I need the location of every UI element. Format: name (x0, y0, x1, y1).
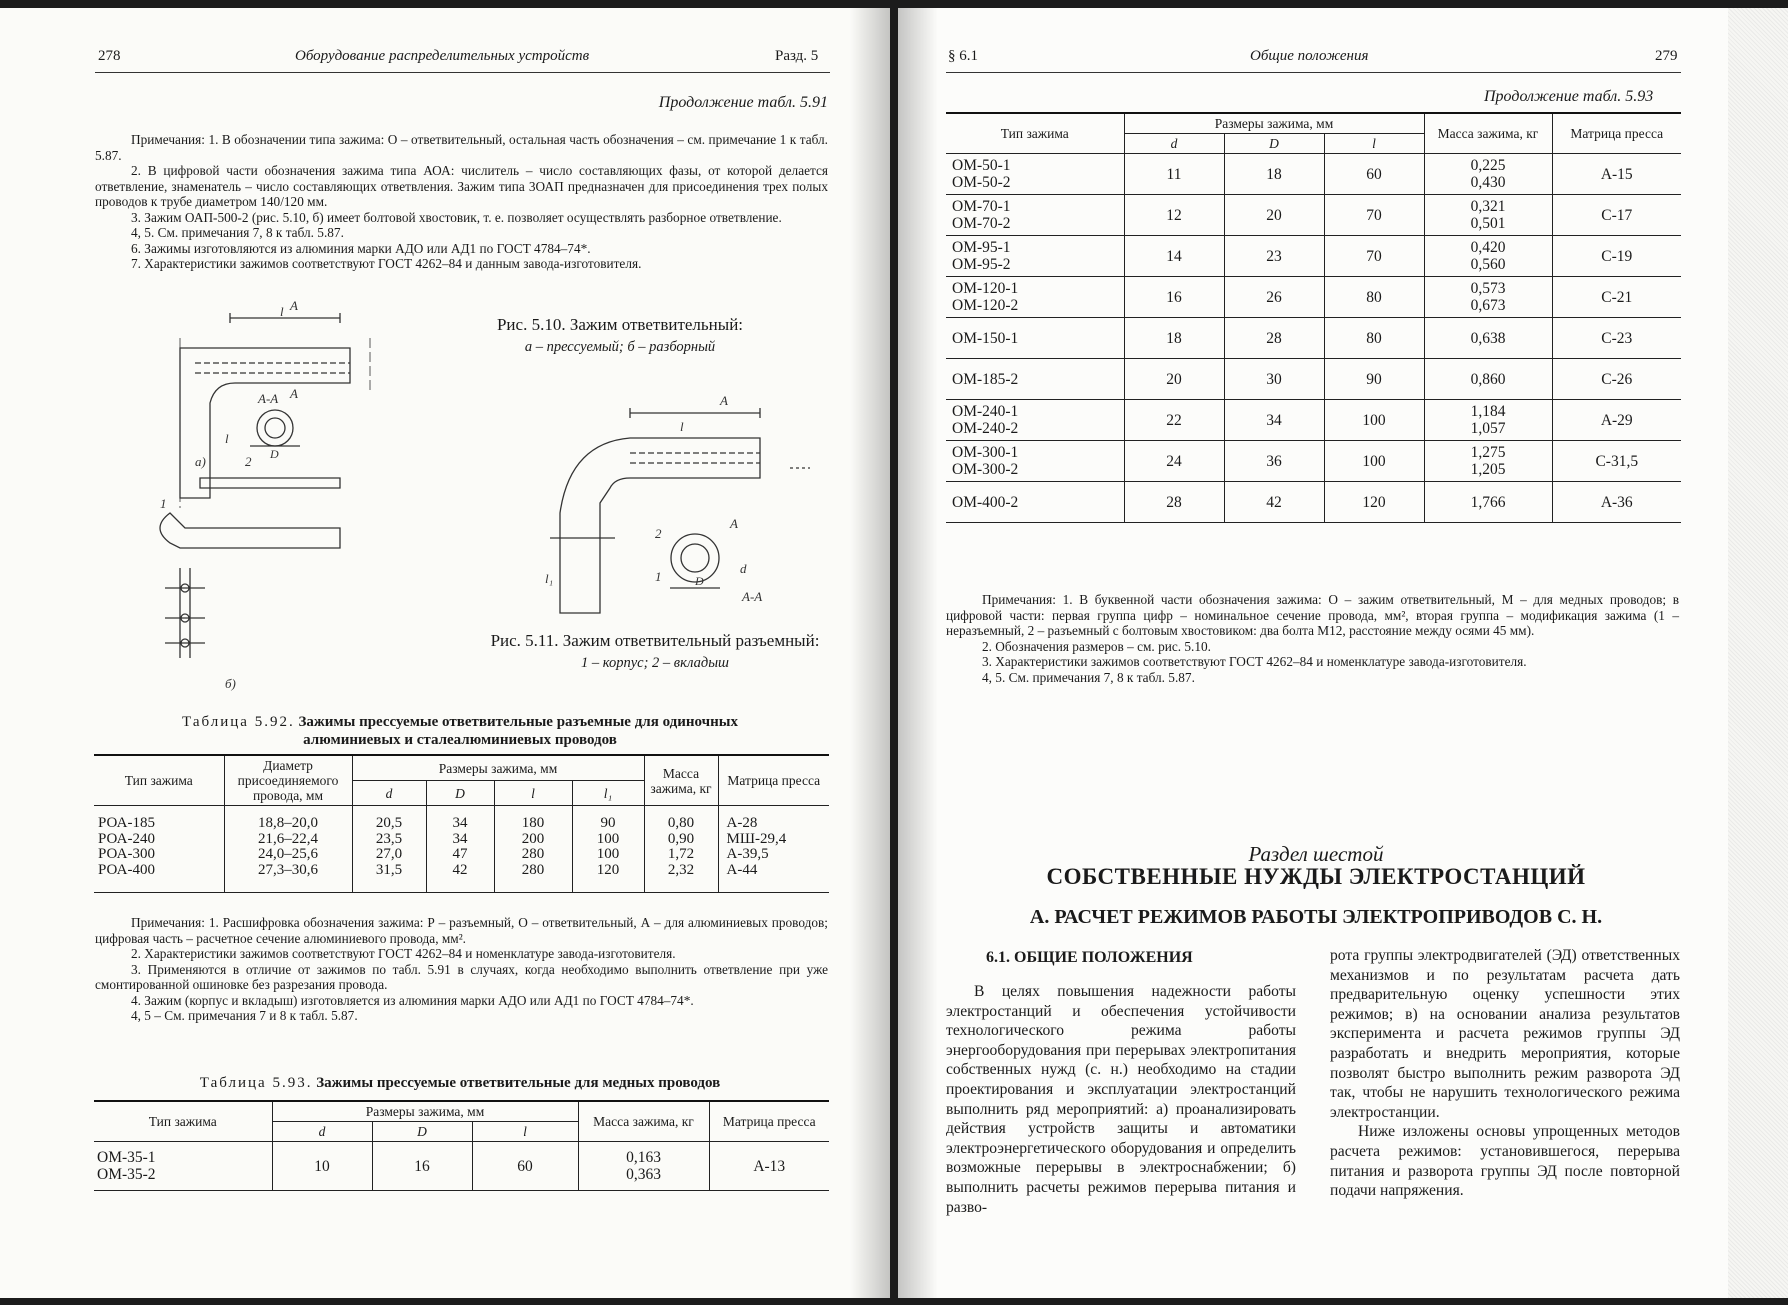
table-592-title (140, 713, 780, 749)
table-heading: Зажимы прессуемые ответвительные разъемные для одиночных алюминиевых и сталеалюминиевых проводов (298, 714, 738, 748)
cell-type: ОМ-50-1 ОМ-50-2 (946, 154, 1124, 195)
column-header: d (272, 1122, 372, 1142)
figure-label: l (225, 431, 229, 446)
cell-D: 30 (1224, 359, 1324, 400)
cell-mass: 0,321 0,501 (1424, 195, 1552, 236)
running-header (0, 48, 890, 70)
column-header: l₁ (572, 781, 644, 806)
figure-label: l (680, 419, 684, 434)
running-title: Оборудование распределительных устройств (295, 48, 590, 64)
cell-d: 14 (1124, 236, 1224, 277)
table-number: Таблица 5.93. (199, 1075, 313, 1091)
column-header: Масса зажима, кг (1424, 113, 1552, 154)
figure-label: А (290, 298, 298, 313)
cell-d: 16 (1124, 277, 1224, 318)
column-header: d (352, 781, 426, 806)
figure-label: 1 (160, 496, 167, 511)
table-row (946, 154, 1681, 195)
column-header: l (472, 1122, 578, 1142)
column-header: Масса зажима, кг (644, 755, 718, 806)
cell-mass: 0,80 0,90 1,72 2,32 (644, 806, 718, 893)
note-line: 4. Зажим (корпус и вкладыш) изготовляется из алюминия марки АДО или АД1 по ГОСТ 4784–74*. (131, 992, 694, 1008)
table-number: Таблица 5.92. (182, 714, 295, 730)
figure-label: 2 (245, 454, 252, 469)
running-title: Общие положения (1250, 48, 1369, 64)
figure-label: А (290, 386, 298, 401)
cell-matrix: С-26 (1552, 359, 1681, 400)
paragraph: Ниже изложены основы упрощенных методов расчета режимов: установившегося, перерыва питания и разворота группы ЭД после повторной подачи напряжения. (1330, 1123, 1680, 1200)
table-heading: Зажимы прессуемые ответвительные для медных проводов (316, 1075, 721, 1091)
cell-l: 180 200 280 280 (494, 806, 572, 893)
column-header: D (426, 781, 494, 806)
cell-matrix: А-13 (709, 1142, 829, 1191)
cell-matrix: С-17 (1552, 195, 1681, 236)
cell-type: ОМ-35-1 ОМ-35-2 (94, 1142, 272, 1191)
section-label: Разд. 5 (775, 48, 819, 64)
table-body (946, 154, 1681, 523)
note-line: 2. Обозначения размеров – см. рис. 5.10. (982, 638, 1211, 654)
caption-title: Рис. 5.10. Зажим ответвительный: (496, 315, 744, 334)
table-593-part-1 (94, 1100, 829, 1191)
note-line: 2. В цифровой части обозначения зажима типа АОА: числитель – число составляющих фазы, от которой делается ответвление, знаменатель – число составляющих ответвления. Зажим типа 3ОАП предназначен для присоединения трех полых проводов к трубе диаметром 140/120 мм. (95, 163, 828, 209)
cell-l: 60 (472, 1142, 578, 1191)
cell-d: 24 (1124, 441, 1224, 482)
cell-l: 70 (1324, 195, 1424, 236)
page-number: 278 (98, 48, 121, 64)
note-line: Примечания: 1. В буквенной части обозначения зажима: О – зажим ответвительный, М – для медных проводов; в цифровой части: первая группа цифр – номинальное сечение провода, мм², вторая группа – модификация зажима (1 – неразъемный, 2 – разъемный с болтовым хвостовиком: два болта М12, расстояние между осями 45 мм). (946, 592, 1679, 638)
cell-diameter: 18,8–20,0 21,6–22,4 24,0–25,6 27,3–30,6 (224, 806, 352, 893)
column-header: Тип зажима (94, 1101, 272, 1142)
table-row (946, 482, 1681, 523)
notes-table-593 (946, 592, 1679, 685)
page-edge-scan-noise (1728, 8, 1788, 1298)
column-header: Размеры зажима, мм (272, 1101, 578, 1122)
cell-l: 90 (1324, 359, 1424, 400)
cell-D: 26 (1224, 277, 1324, 318)
cell-mass: 1,275 1,205 (1424, 441, 1552, 482)
column-header: Матрица пресса (709, 1101, 829, 1142)
figure-label: б) (225, 676, 236, 691)
cell-type: ОМ-240-1 ОМ-240-2 (946, 400, 1124, 441)
figure-label: l (280, 304, 284, 319)
note-line: 4, 5 – См. примечания 7 и 8 к табл. 5.87. (131, 1008, 358, 1023)
table-continuation-label: Продолжение табл. 5.91 (658, 94, 828, 111)
figure-label: 1 (655, 569, 662, 584)
cell-d: 11 (1124, 154, 1224, 195)
caption-subtitle: 1 – корпус; 2 – вкладыш (580, 655, 730, 671)
subsection-title: 6.1. ОБЩИЕ ПОЛОЖЕНИЯ (986, 949, 1193, 966)
cell-l: 100 (1324, 441, 1424, 482)
figure-label: D (695, 574, 704, 588)
cell-type: РОА-185 РОА-240 РОА-300 РОА-400 (94, 806, 224, 893)
table-row (946, 236, 1681, 277)
note-line: 4, 5. См. примечания 7, 8 к табл. 5.87. (131, 225, 344, 240)
cell-type: ОМ-120-1 ОМ-120-2 (946, 277, 1124, 318)
cell-matrix: А-36 (1552, 482, 1681, 523)
column-header: Масса зажима, кг (578, 1101, 709, 1142)
right-page (898, 8, 1788, 1298)
figure-5-10-drawing (140, 298, 400, 698)
note-line: 4, 5. См. примечания 7, 8 к табл. 5.87. (982, 669, 1195, 685)
table-593-part-2 (946, 112, 1681, 523)
table-continuation-label: Продолжение табл. 5.93 (1484, 88, 1654, 105)
cell-type: ОМ-185-2 (946, 359, 1124, 400)
cell-D: 23 (1224, 236, 1324, 277)
chapter-title: А. РАСЧЕТ РЕЖИМОВ РАБОТЫ ЭЛЕКТРОПРИВОДОВ С. Н. (1029, 906, 1603, 928)
cell-D: 34 34 47 42 (426, 806, 494, 893)
cell-D: 20 (1224, 195, 1324, 236)
cell-type: ОМ-400-2 (946, 482, 1124, 523)
paragraph: рота группы электродвигателей (ЭД) ответственных механизмов и по результатам расчета дать предварительную оценку успешности этих режимов; в) на основании анализа результатов эксперимента и расчета режимов группы ЭД разработать и внедрить мероприятия, которые позволят быстро выполнить режим разворота ЭД так, чтобы не нарушить технологического режима электростанции. (1330, 947, 1680, 1121)
left-page (0, 8, 890, 1298)
cell-d: 20 (1124, 359, 1224, 400)
cell-mass: 1,184 1,057 (1424, 400, 1552, 441)
column-header: Матрица пресса (718, 755, 829, 806)
cell-D: 36 (1224, 441, 1324, 482)
cell-d: 18 (1124, 318, 1224, 359)
note-line: Примечания: 1. Расшифровка обозначения зажима: Р – разъемный, О – ответвительный, А – для алюминиевых проводов; цифровая часть – расчетное сечение алюминиевого провода, мм². (95, 915, 828, 946)
table-593-title (140, 1074, 780, 1092)
figure-label: А-А (258, 391, 279, 406)
cell-type: ОМ-150-1 (946, 318, 1124, 359)
cell-type: ОМ-70-1 ОМ-70-2 (946, 195, 1124, 236)
column-header: D (1224, 134, 1324, 154)
running-header (898, 48, 1788, 70)
table-row (94, 1142, 829, 1191)
column-header: Размеры зажима, мм (352, 755, 644, 781)
note-line: 2. Характеристики зажимов соответствуют ГОСТ 4262–84 и номенклатуре завода-изготовителя. (131, 946, 676, 961)
cell-d: 10 (272, 1142, 372, 1191)
header-rule (946, 72, 1681, 73)
figure-5-10-caption (470, 314, 770, 358)
cell-l1: 90 100 100 120 (572, 806, 644, 893)
cell-mass: 0,573 0,673 (1424, 277, 1552, 318)
gutter-shadow (898, 8, 938, 1298)
table-592 (94, 754, 829, 893)
cell-d: 22 (1124, 400, 1224, 441)
part-label: Раздел шестой (1248, 842, 1384, 866)
column-header: Диаметр присоединяемого провода, мм (224, 755, 352, 806)
cell-mass: 0,860 (1424, 359, 1552, 400)
header-rule (95, 72, 830, 73)
cell-l: 120 (1324, 482, 1424, 523)
gutter-shadow (850, 8, 890, 1298)
text-column-1 (946, 982, 1296, 1217)
cell-l: 80 (1324, 277, 1424, 318)
section-label: § 6.1 (948, 48, 978, 64)
caption-subtitle: а – прессуемый; б – разборный (524, 339, 716, 355)
column-header: D (372, 1122, 472, 1142)
figure-label: 2 (655, 526, 662, 541)
table-row (946, 318, 1681, 359)
cell-mass: 0,420 0,560 (1424, 236, 1552, 277)
page-number: 279 (1655, 48, 1678, 64)
cell-mass: 0,225 0,430 (1424, 154, 1552, 195)
column-header: Размеры зажима, мм (1124, 113, 1424, 134)
figure-label: d (740, 561, 747, 576)
cell-D: 34 (1224, 400, 1324, 441)
cell-matrix: А-28 МШ-29,4 А-39,5 А-44 (718, 806, 829, 893)
note-line: 3. Характеристики зажимов соответствуют ГОСТ 4262–84 и номенклатуре завода-изготовителя. (982, 654, 1527, 669)
cell-l: 70 (1324, 236, 1424, 277)
note-line: 3. Применяются в отличие от зажимов по табл. 5.91 в случаях, когда необходимо выполнить ответвление при уже смонтированной ошиновке без разрезания провода. (95, 961, 828, 992)
note-line: 6. Зажимы изготовляются из алюминия марки АДО или АД1 по ГОСТ 4784–74*. (131, 240, 591, 256)
note-line: 3. Зажим ОАП-500-2 (рис. 5.10, б) имеет болтовой хвостовик, т. е. позволяет осуществлять разборное ответвление. (131, 209, 782, 225)
note-line: Примечания: 1. В обозначении типа зажима: О – ответвительный, остальная часть обозначения – см. примечание 1 к табл. 5.87. (95, 132, 828, 163)
cell-matrix: С-23 (1552, 318, 1681, 359)
notes-table-591 (95, 132, 828, 272)
cell-matrix: А-15 (1552, 154, 1681, 195)
text-column-2 (1330, 946, 1680, 1201)
table-row (946, 195, 1681, 236)
column-header: d (1124, 134, 1224, 154)
table-row (94, 806, 829, 893)
cell-l: 60 (1324, 154, 1424, 195)
table-row (946, 277, 1681, 318)
cell-D: 16 (372, 1142, 472, 1191)
paragraph: В целях повышения надежности работы электростанций и обеспечения устойчивости технологического режима работы энергооборудования при перерывах электропитания собственных нужд (с. н.) необходимо на стадии проектирования и эксплуатации электростанций выполнить ряд мероприятий: а) проанализировать действия устройств защиты и автоматики электроэнергетического оборудования и определить возможные перерывы в электроснабжении; б) выполнить расчеты режимов перерыва питания и разво- (946, 983, 1296, 1216)
figure-label: А-А (742, 589, 763, 604)
table-row (946, 400, 1681, 441)
column-header: l (494, 781, 572, 806)
cell-d: 28 (1124, 482, 1224, 523)
part-title: СОБСТВЕННЫЕ НУЖДЫ ЭЛЕКТРОСТАНЦИЙ (1046, 864, 1586, 889)
cell-type: ОМ-300-1 ОМ-300-2 (946, 441, 1124, 482)
cell-matrix: С-21 (1552, 277, 1681, 318)
figure-5-11-caption (465, 630, 845, 674)
figure-label: l₁ (545, 571, 554, 586)
column-header: Матрица пресса (1552, 113, 1681, 154)
figure-5-11-drawing (520, 393, 820, 623)
cell-matrix: А-29 (1552, 400, 1681, 441)
cell-mass: 1,766 (1424, 482, 1552, 523)
cell-mass: 0,163 0,363 (578, 1142, 709, 1191)
figure-label: a) (195, 454, 206, 469)
cell-D: 42 (1224, 482, 1324, 523)
cell-D: 28 (1224, 318, 1324, 359)
cell-matrix: С-31,5 (1552, 441, 1681, 482)
cell-d: 20,5 23,5 27,0 31,5 (352, 806, 426, 893)
column-header: Тип зажима (946, 113, 1124, 154)
note-line: 7. Характеристики зажимов соответствуют ГОСТ 4262–84 и данным завода-изготовителя. (131, 256, 642, 271)
cell-d: 12 (1124, 195, 1224, 236)
column-header: Тип зажима (94, 755, 224, 806)
figure-label: А (730, 516, 738, 531)
figure-label: D (270, 447, 279, 461)
cell-l: 80 (1324, 318, 1424, 359)
cell-type: ОМ-95-1 ОМ-95-2 (946, 236, 1124, 277)
column-header: l (1324, 134, 1424, 154)
cell-matrix: С-19 (1552, 236, 1681, 277)
notes-table-592 (95, 915, 828, 1024)
cell-mass: 0,638 (1424, 318, 1552, 359)
caption-title: Рис. 5.11. Зажим ответвительный разъемный: (490, 631, 820, 650)
table-row (946, 441, 1681, 482)
figure-label: А (720, 393, 728, 408)
table-row (946, 359, 1681, 400)
cell-D: 18 (1224, 154, 1324, 195)
cell-l: 100 (1324, 400, 1424, 441)
